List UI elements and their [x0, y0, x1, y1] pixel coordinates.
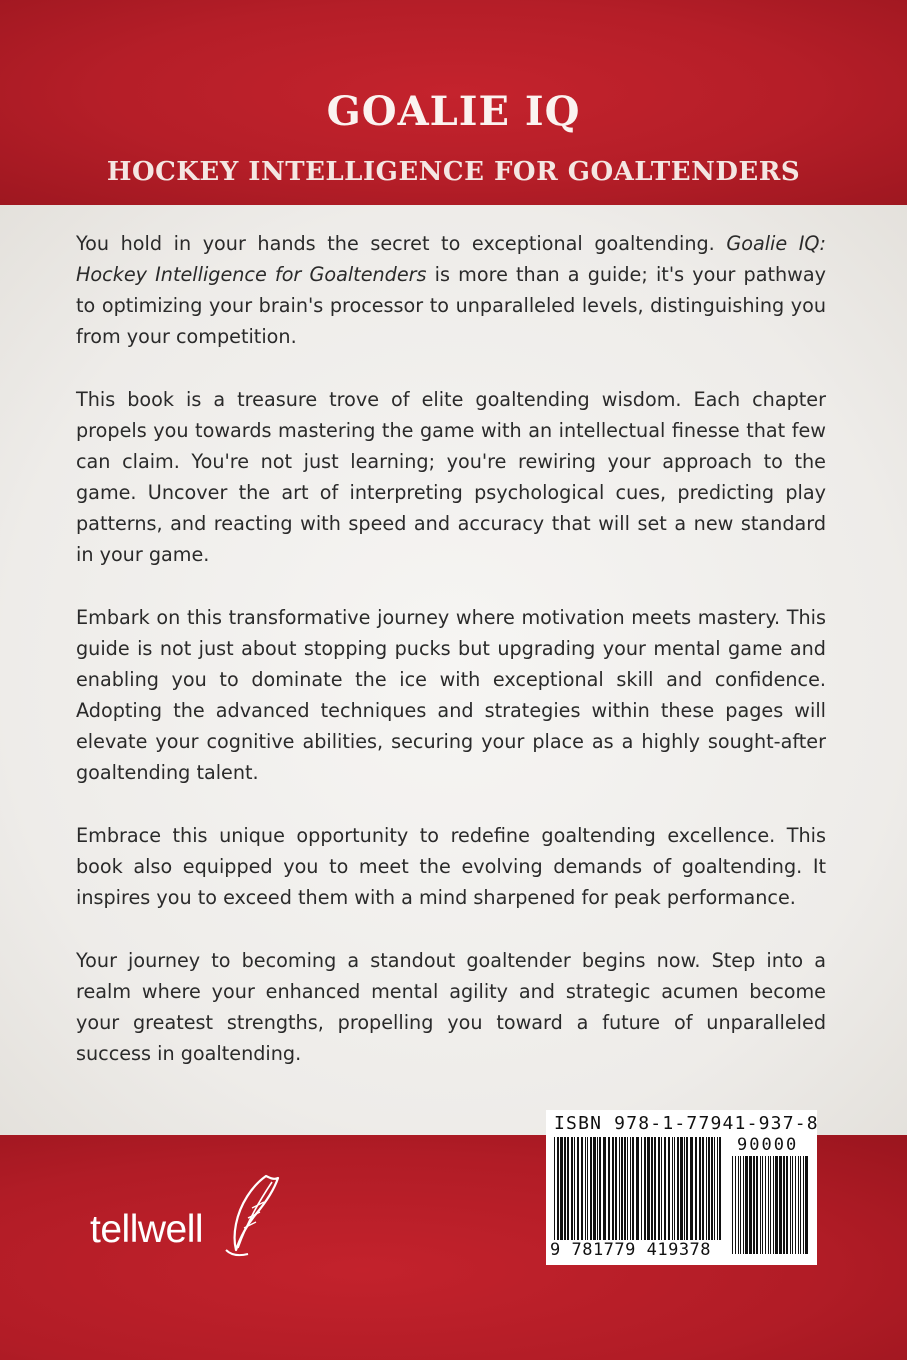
barcode-bar	[654, 1137, 656, 1253]
barcode-bar	[738, 1156, 739, 1254]
barcode-bar	[587, 1137, 588, 1253]
barcode-bar	[632, 1137, 634, 1253]
barcode-bar	[564, 1137, 566, 1253]
barcode-bar	[765, 1156, 766, 1254]
barcode-bar	[805, 1156, 808, 1254]
barcode-bar	[779, 1156, 782, 1254]
back-cover-blurb	[76, 228, 826, 1069]
barcode-bar	[790, 1156, 791, 1254]
blurb-paragraph-2: This book is a treasure trove of elite goaltending wisdom. Each chapter propels you towards mastering the game with an intellectual finesse that few can claim. You're not just learning; you're rewiring your approach to the game. Uncover the art of interpreting psychological cues, predicting play patterns, and reacting with speed and accuracy that will set a new standard in your game.	[76, 388, 826, 566]
book-subtitle: HOCKEY INTELLIGENCE FOR GOALTENDERS	[106, 157, 801, 187]
barcode-bar	[641, 1137, 642, 1253]
barcode-bar	[619, 1137, 620, 1253]
barcode-bar	[719, 1137, 721, 1253]
barcode-bar	[644, 1137, 646, 1253]
barcode-bar	[740, 1156, 741, 1254]
barcode-bar	[674, 1137, 675, 1253]
barcode-bar	[651, 1137, 653, 1253]
barcode-bar	[615, 1137, 617, 1253]
barcode-bar	[612, 1137, 614, 1253]
barcode-bar	[608, 1137, 610, 1253]
barcode-bar	[585, 1137, 586, 1253]
barcode-bar	[695, 1137, 697, 1253]
blurb-paragraph-5: Your journey to becoming a standout goaltender begins now. Step into a realm where your enhanced mental agility and strategic acumen become your greatest strengths, propelling you toward a future of unparalleled success in goaltending.	[76, 949, 826, 1065]
barcode-bar	[624, 1137, 626, 1253]
barcode-bar	[680, 1137, 683, 1253]
barcode-bar	[711, 1137, 713, 1253]
blurb-p1-start: You hold in your hands the secret to exceptional goaltending.	[76, 232, 727, 255]
barcode-bar	[786, 1156, 788, 1254]
barcode-bar	[768, 1156, 769, 1254]
barcode-bar	[803, 1156, 804, 1254]
addon-barcode-bars	[732, 1156, 810, 1254]
blurb-paragraph-3: Embark on this transformative journey where motivation meets mastery. This guide is not just about stopping pucks but upgrading your mental game and enabling you to dominate the ice with exceptional skill and confidence. Adopting the advanced techniques and strategies within these pages will elevate your cognitive abilities, securing your place as a highly sought-after goaltending talent.	[76, 606, 826, 784]
barcode-bar	[735, 1156, 736, 1254]
barcode-bar	[668, 1137, 670, 1253]
barcode-bar	[684, 1137, 685, 1253]
barcode-bar	[798, 1156, 799, 1254]
barcode-bar	[732, 1156, 733, 1254]
publisher-name: tellwell	[90, 1208, 204, 1251]
publisher-logo	[90, 1172, 290, 1272]
barcode-bar	[702, 1137, 704, 1253]
barcode-bar	[597, 1137, 598, 1253]
barcode-bar	[621, 1137, 623, 1253]
barcode-bar	[593, 1137, 596, 1253]
barcode-bar	[756, 1156, 758, 1254]
barcode-bar	[745, 1156, 748, 1254]
barcode-bar	[581, 1137, 583, 1253]
barcode-bar	[554, 1137, 555, 1253]
barcode-bar	[717, 1137, 718, 1253]
isbn-barcode	[546, 1110, 817, 1265]
book-title: GOALIE IQ	[326, 88, 581, 135]
barcode-bar	[647, 1137, 650, 1253]
barcode-bar	[760, 1156, 761, 1254]
barcode-bar	[743, 1156, 744, 1254]
barcode-bar	[800, 1156, 801, 1254]
barcode-bar	[749, 1156, 752, 1254]
barcode-bar	[577, 1137, 579, 1253]
barcode-bar	[672, 1137, 673, 1253]
barcode-bar	[783, 1156, 785, 1254]
ean-digits: 9 781779 419378	[546, 1240, 727, 1260]
barcode-bar	[636, 1137, 639, 1253]
barcode-bar	[690, 1137, 693, 1253]
barcode-bar	[630, 1137, 631, 1253]
barcode-bar	[599, 1137, 601, 1253]
barcode-bar	[664, 1137, 666, 1253]
barcode-bar	[714, 1137, 715, 1253]
barcode-bar	[661, 1137, 662, 1253]
barcode-bar	[571, 1137, 573, 1253]
blurb-paragraph-1	[76, 228, 826, 352]
blurb-p1-end: is more than a guide; it's your pathway to optimizing your brain's processor to unparalleled levels, distinguishing you from your competition.	[76, 263, 826, 348]
barcode-bar	[557, 1137, 559, 1253]
barcode-bar	[567, 1137, 569, 1253]
barcode-bar	[795, 1156, 796, 1254]
ean-barcode-bars	[554, 1137, 722, 1253]
barcode-bar	[708, 1137, 710, 1253]
barcode-bar	[658, 1137, 660, 1253]
barcode-bar	[560, 1137, 563, 1253]
blurb-paragraph-4: Embrace this unique opportunity to redefine goaltending excellence. This book also equipped you to meet the evolving demands of goaltending. It inspires you to exceed them with a mind sharpened for peak performance.	[76, 824, 826, 909]
barcode-bar	[686, 1137, 688, 1253]
quill-icon	[222, 1172, 282, 1262]
barcode-bar	[677, 1137, 679, 1253]
barcode-bar	[699, 1137, 701, 1253]
barcode-bar	[753, 1156, 755, 1254]
barcode-bar	[574, 1137, 575, 1253]
barcode-bar	[773, 1156, 774, 1254]
barcode-bar	[770, 1156, 771, 1254]
barcode-bar	[775, 1156, 778, 1254]
isbn-label: ISBN 978-1-77941-937-8	[554, 1113, 819, 1134]
barcode-bar	[627, 1137, 628, 1253]
barcode-bar	[706, 1137, 707, 1253]
price-addon-label: 90000	[737, 1135, 799, 1155]
barcode-bar	[792, 1156, 793, 1254]
barcode-bar	[603, 1137, 606, 1253]
barcode-bar	[762, 1156, 763, 1254]
blurb-book-title-italic: Goalie IQ: Hockey Intelligence for Goaltenders	[76, 232, 826, 286]
barcode-bar	[590, 1137, 592, 1253]
